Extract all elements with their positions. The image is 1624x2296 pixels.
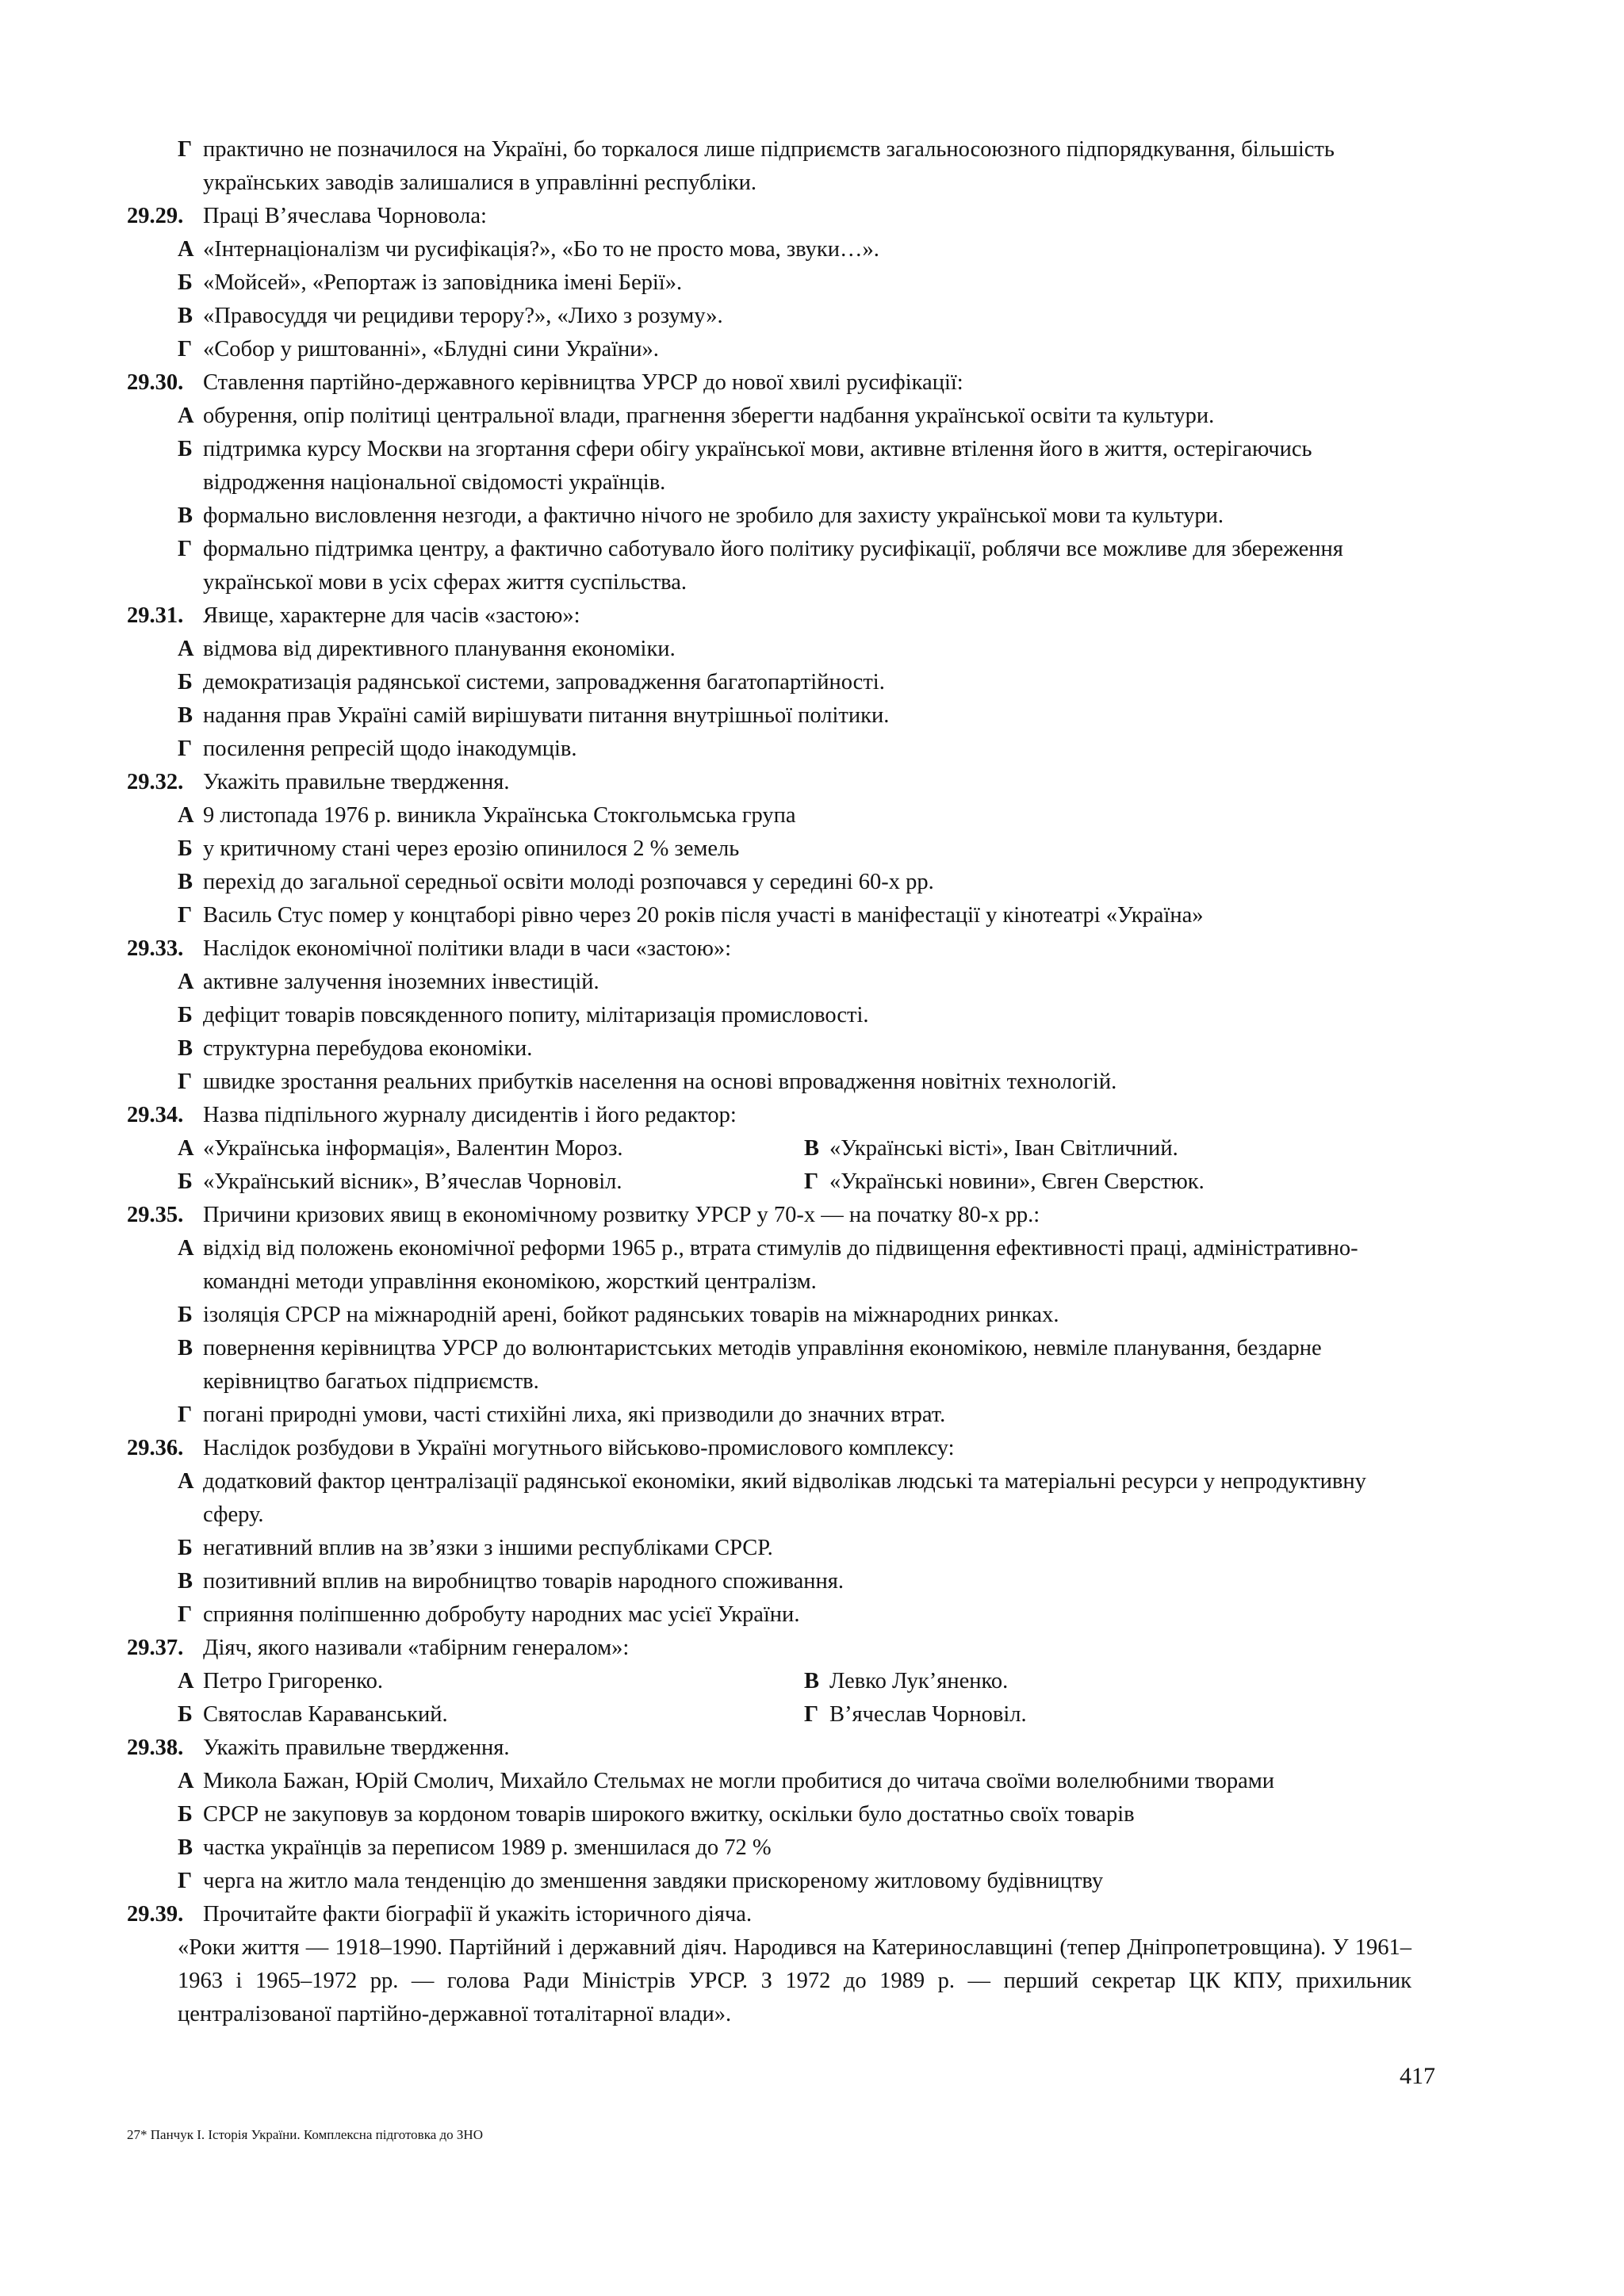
question-text: Наслідок розбудови в Україні могутнього військово-промислового комплексу: [203, 1436, 955, 1460]
question-text: Причини кризових явищ в економічному розвитку УРСР у 70-х — на початку 80-х рр.: [203, 1203, 1040, 1227]
answer-option [178, 866, 1411, 899]
option-text: погані природні умови, часті стихійні лиха, які призводили до значних втрат. [203, 1402, 946, 1427]
option-text: надання прав Україні самій вирішувати питання внутрішньої політики. [203, 703, 890, 728]
question-number: 29.30. [127, 370, 184, 395]
option-text: «Українські вісті», Іван Світличний. [829, 1136, 1178, 1161]
option-text: «Українські новини», Євген Сверстюк. [829, 1169, 1205, 1194]
question-number: 29.39. [127, 1902, 184, 1927]
answer-option [178, 233, 1411, 266]
option-text: Святослав Караванський. [203, 1702, 448, 1727]
question-head [127, 366, 1411, 400]
option-letter: Г [178, 1869, 193, 1893]
option-grid [178, 1132, 1411, 1199]
option-text: структурна перебудова економіки. [203, 1036, 533, 1061]
option-letter: В [178, 1336, 193, 1360]
option-text: «Мойсей», «Репортаж із заповідника імені Берії». [203, 270, 683, 295]
option-text: додатковий фактор централізації радянської економіки, який відволікав людські та матеріальні ресурси у непродуктивну сферу. [203, 1469, 1366, 1527]
option-letter: В [178, 1569, 193, 1594]
question [127, 1199, 1411, 1432]
option-text: практично не позначилося на Україні, бо торкалося лише підприємств загальносоюзного підпорядкування, більшість українських заводів залишалися в управлінні республіки. [203, 137, 1335, 195]
answer-option [178, 333, 1411, 366]
option-text: негативний вплив на зв’язки з іншими республіками СРСР. [203, 1536, 773, 1560]
question-text: Укажіть правильне твердження. [203, 1735, 510, 1760]
question [127, 766, 1411, 932]
question-head [127, 1732, 1411, 1765]
question [127, 1732, 1411, 1898]
answer-option [178, 1299, 1411, 1332]
answer-option [178, 533, 1411, 599]
option-text: демократизація радянської системи, запровадження багатопартійності. [203, 670, 885, 695]
option-letter: Г [804, 1169, 819, 1194]
option-text: формально підтримка центру, а фактично саботувало його політику русифікації, роблячи все можливе для збереження української мови в усіх сферах життя суспільства. [203, 537, 1343, 595]
option-text: В’ячеслав Чорновіл. [829, 1702, 1027, 1727]
option-letter: Г [178, 737, 193, 761]
option-text: «Український вісник», В’ячеслав Чорновіл. [203, 1169, 622, 1194]
question [127, 599, 1411, 766]
option-text: 9 листопада 1976 р. виникла Українська Стокгольмська група [203, 803, 796, 828]
option-text: посилення репресій щодо інакодумців. [203, 737, 577, 761]
option-text: швидке зростання реальних прибутків населення на основі впровадження новітніх технологій. [203, 1070, 1117, 1094]
option-text: СРСР не закуповув за кордоном товарів широкого вжитку, оскільки було достатньо своїх товарів [203, 1802, 1135, 1827]
question-number: 29.37. [127, 1636, 184, 1660]
option-letter: Б [178, 1536, 193, 1560]
option-text: позитивний вплив на виробництво товарів народного споживання. [203, 1569, 845, 1594]
answer-option [178, 666, 1411, 699]
option-text: повернення керівництва УРСР до волюнтаристських методів управління економікою, невміле планування, бездарне керівництво багатьох підприємств. [203, 1336, 1322, 1394]
option-text: дефіцит товарів повсякденного попиту, мілітаризація промисловості. [203, 1003, 869, 1027]
option-text: активне залучення іноземних інвестицій. [203, 970, 599, 994]
question-number: 29.32. [127, 770, 184, 794]
option-letter: Г [178, 137, 193, 162]
answer-option [178, 1598, 1411, 1632]
answer-option [178, 1032, 1411, 1066]
option-letter: А [178, 1769, 194, 1793]
page-number: 417 [1400, 2063, 1435, 2089]
option-letter: В [804, 1136, 820, 1161]
option-letter: Б [178, 1303, 193, 1327]
question-list [127, 200, 1411, 2031]
answer-option [178, 1465, 1411, 1532]
option-letter: В [178, 1036, 193, 1061]
option-letter: Б [178, 1003, 193, 1027]
option-letter: А [178, 803, 194, 828]
question-head [127, 1199, 1411, 1232]
option-letter: Г [804, 1702, 819, 1727]
option-text: ізоляція СРСР на міжнародній арені, бойкот радянських товарів на міжнародних ринках. [203, 1303, 1059, 1327]
option-letter: Б [178, 1702, 193, 1727]
question-text: Діяч, якого називали «табірним генералом»: [203, 1636, 630, 1660]
option-letter: Б [178, 270, 193, 295]
option-letter: А [178, 404, 194, 428]
option-letter: В [178, 703, 193, 728]
option-text: «Правосуддя чи рецидиви терору?», «Лихо з розуму». [203, 304, 723, 328]
option-letter: В [178, 870, 193, 894]
answer-option [178, 999, 1411, 1032]
option-letter: А [178, 1236, 194, 1261]
option-text: черга на житло мала тенденцію до зменшення завдяки прискореному житловому будівництву [203, 1869, 1104, 1893]
answer-option [178, 1399, 1411, 1432]
option-letter: А [178, 1469, 194, 1494]
answer-option [178, 733, 1411, 766]
option-text: відмова від директивного планування економіки. [203, 637, 676, 661]
answer-option [178, 1565, 1411, 1598]
answer-option [804, 1665, 1411, 1698]
question-text: Назва підпільного журналу дисидентів і його редактор: [203, 1103, 737, 1127]
option-letter: А [178, 1136, 194, 1161]
option-text: підтримка курсу Москви на згортання сфери обігу української мови, активне втілення його в життя, остерігаючись відродження національної свідомості українців. [203, 437, 1312, 495]
question-number: 29.36. [127, 1436, 184, 1460]
option-letter: Б [178, 1802, 193, 1827]
content [127, 133, 1411, 2031]
option-letter: А [178, 1669, 194, 1693]
option-letter: А [178, 237, 194, 262]
answer-option [178, 1165, 804, 1199]
question-head [127, 1632, 1411, 1665]
answer-option [178, 400, 1411, 433]
answer-option [178, 899, 1411, 932]
option-text: «Собор у риштованні», «Блудні сини України». [203, 337, 659, 362]
question-number: 29.33. [127, 936, 184, 961]
question [127, 200, 1411, 366]
answer-option [178, 832, 1411, 866]
question [127, 932, 1411, 1099]
option-text: «Інтернаціоналізм чи русифікація?», «Бо то не просто мова, звуки…». [203, 237, 879, 262]
option-text: відхід від положень економічної реформи 1965 р., втрата стимулів до підвищення ефективності праці, адміністративно-командні методи управління економікою, жорсткий централізм. [203, 1236, 1358, 1294]
option-text: сприяння поліпшенню добробуту народних мас усієї України. [203, 1602, 800, 1627]
question-text: Укажіть правильне твердження. [203, 770, 510, 794]
answer-option [178, 1698, 804, 1732]
answer-option [178, 1332, 1411, 1399]
question-text: Ставлення партійно-державного керівництва УРСР до нової хвилі русифікації: [203, 370, 963, 395]
option-letter: В [804, 1669, 820, 1693]
option-letter: Г [178, 1070, 193, 1094]
option-letter: Г [178, 1402, 193, 1427]
question-text: Явище, характерне для часів «застою»: [203, 603, 580, 628]
biography-quote: «Роки життя — 1918–1990. Партійний і державний діяч. Народився на Катеринославщині (тепер Дніпропетровщина). У 1961–1963 і 1965–1972 рр. — голова Ради Міністрів УРСР. З 1972 до 1989 р. — перший секретар ЦК КПУ, прихильник централізованої партійно-державної тоталітарної влади». [178, 1935, 1411, 2026]
option-letter: Б [178, 670, 193, 695]
option-text: Василь Стус помер у концтаборі рівно через 20 років після участі в маніфестації у кінотеатрі «Україна» [203, 903, 1204, 928]
footer-note: 27* Панчук І. Історія України. Комплексна підготовка до ЗНО [127, 2127, 483, 2142]
option-text: формально висловлення незгоди, а фактично нічого не зробило для захисту української мови та культури. [203, 503, 1224, 528]
question-head [127, 1099, 1411, 1132]
option-text: перехід до загальної середньої освіти молоді розпочався у середині 60-х рр. [203, 870, 934, 894]
answer-option [178, 1765, 1411, 1798]
question-number: 29.31. [127, 603, 184, 628]
question [127, 1432, 1411, 1632]
option-text: у критичному стані через ерозію опинилося 2 % земель [203, 836, 740, 861]
answer-option [178, 1132, 804, 1165]
answer-option [178, 1066, 1411, 1099]
answer-option [178, 1865, 1411, 1898]
question-head [127, 932, 1411, 966]
answer-option [178, 633, 1411, 666]
option-letter: В [178, 503, 193, 528]
option-letter: А [178, 637, 194, 661]
question [127, 1632, 1411, 1732]
option-letter: В [178, 304, 193, 328]
intro-option [178, 133, 1411, 200]
option-letter: Г [178, 537, 193, 561]
question-head [127, 200, 1411, 233]
question-text: Праці В’ячеслава Чорновола: [203, 204, 487, 228]
option-letter: Г [178, 1602, 193, 1627]
question-number: 29.35. [127, 1203, 184, 1227]
option-letter: Б [178, 437, 193, 461]
question-number: 29.34. [127, 1103, 184, 1127]
answer-option [178, 266, 1411, 300]
question-number: 29.29. [127, 204, 184, 228]
option-letter: В [178, 1835, 193, 1860]
question-head [127, 1432, 1411, 1465]
option-text: «Українська інформація», Валентин Мороз. [203, 1136, 623, 1161]
option-letter: Г [178, 903, 193, 928]
question-head [127, 1898, 1411, 1931]
answer-option [178, 966, 1411, 999]
question [127, 1898, 1411, 2031]
answer-option [178, 1798, 1411, 1831]
option-text: Левко Лук’яненко. [829, 1669, 1009, 1693]
option-letter: Б [178, 836, 193, 861]
answer-option [178, 1831, 1411, 1865]
option-letter: Б [178, 1169, 193, 1194]
question [127, 366, 1411, 599]
answer-option [178, 1665, 804, 1698]
option-text: частка українців за переписом 1989 р. зменшилася до 72 % [203, 1835, 772, 1860]
answer-option [178, 699, 1411, 733]
option-letter: Г [178, 337, 193, 362]
question [127, 1099, 1411, 1199]
option-text: обурення, опір політиці центральної влади, прагнення зберегти надбання української освіти та культури. [203, 404, 1215, 428]
answer-option [178, 300, 1411, 333]
answer-option [178, 799, 1411, 832]
answer-option [804, 1165, 1411, 1199]
answer-option [178, 1232, 1411, 1299]
question-text: Прочитайте факти біографії й укажіть історичного діяча. [203, 1902, 753, 1927]
answer-option [178, 433, 1411, 499]
question-head [127, 599, 1411, 633]
answer-option [178, 1532, 1411, 1565]
option-letter: А [178, 970, 194, 994]
answer-option [804, 1698, 1411, 1732]
option-text: Петро Григоренко. [203, 1669, 383, 1693]
answer-option [178, 499, 1411, 533]
option-grid [178, 1665, 1411, 1732]
option-text: Микола Бажан, Юрій Смолич, Михайло Стельмах не могли пробитися до читача своїми волелюбними творами [203, 1769, 1275, 1793]
question-head [127, 766, 1411, 799]
answer-option [804, 1132, 1411, 1165]
question-number: 29.38. [127, 1735, 184, 1760]
question-text: Наслідок економічної політики влади в часи «застою»: [203, 936, 732, 961]
